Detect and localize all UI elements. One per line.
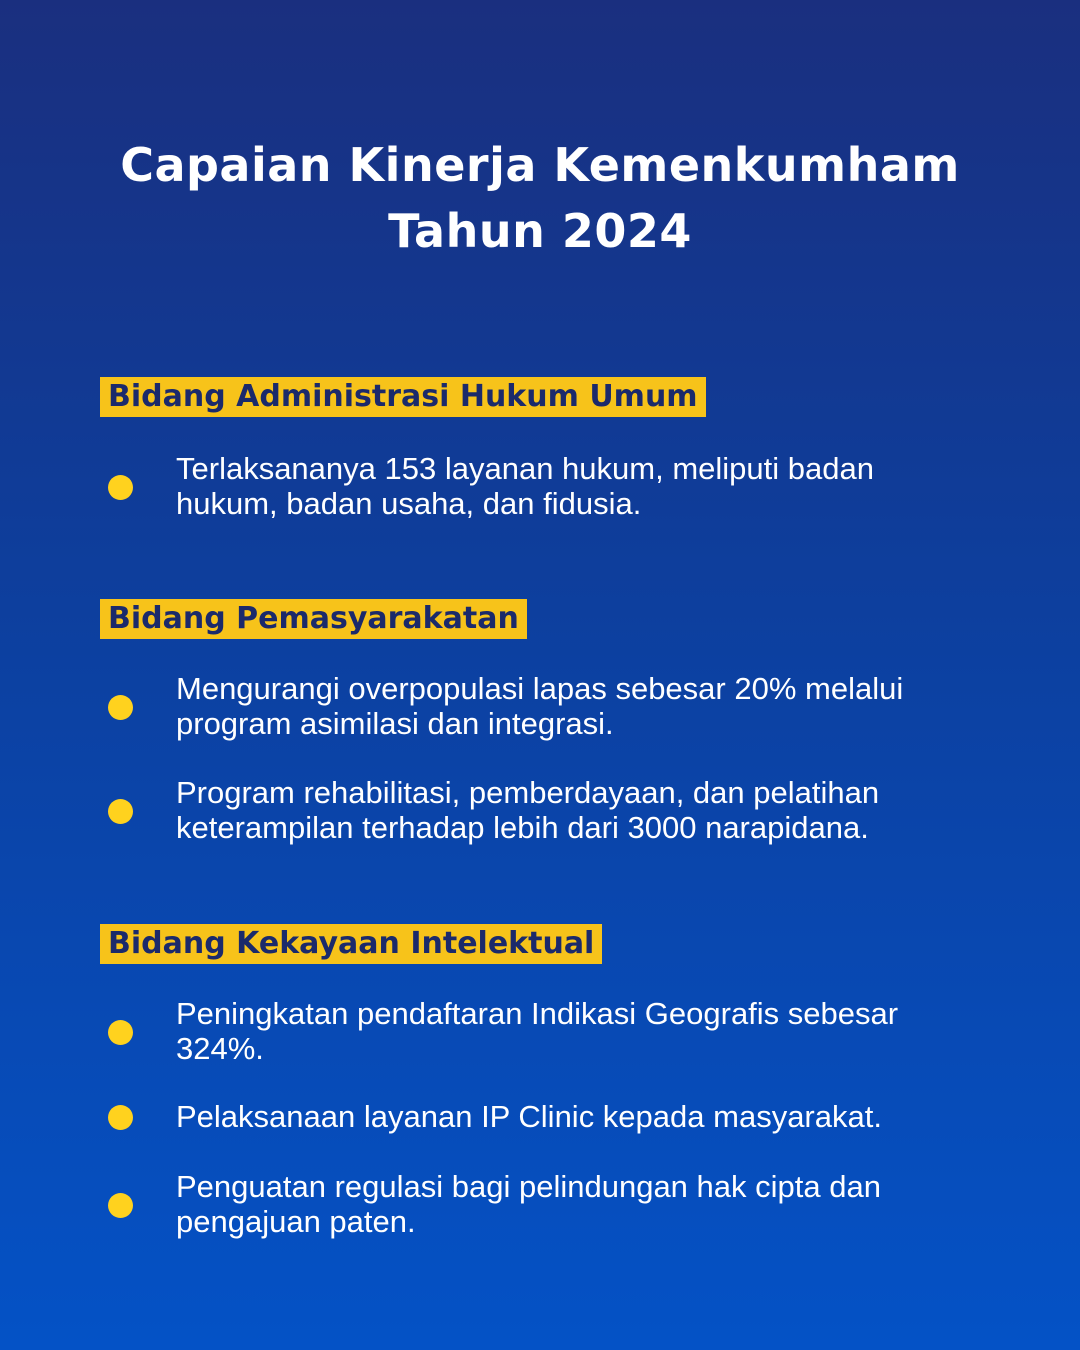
list-item xyxy=(108,1099,968,1135)
item-text: Peningkatan pendaftaran Indikasi Geografis sebesar 324%. xyxy=(176,996,899,1066)
item-text: Program rehabilitasi, pemberdayaan, dan pelatihan keterampilan terhadap lebih dari 3000 narapidana. xyxy=(176,775,880,845)
bullet-icon xyxy=(108,695,133,720)
item-text: Penguatan regulasi bagi pelindungan hak cipta dan pengajuan paten. xyxy=(176,1169,881,1239)
title-line-2: Tahun 2024 xyxy=(388,204,692,258)
list-item xyxy=(108,451,968,523)
item-text: Terlaksananya 153 layanan hukum, meliputi badan hukum, badan usaha, dan fidusia. xyxy=(176,451,874,521)
bullet-icon xyxy=(108,1193,133,1218)
bullet-icon xyxy=(108,799,133,824)
list-item xyxy=(108,996,968,1068)
section-label-administrasi-hukum-umum: Bidang Administrasi Hukum Umum xyxy=(100,377,706,417)
bullet-icon xyxy=(108,1105,133,1130)
item-text: Mengurangi overpopulasi lapas sebesar 20% melalui program asimilasi dan integrasi. xyxy=(176,671,904,741)
title-line-1: Capaian Kinerja Kemenkumham xyxy=(120,138,960,192)
page-title xyxy=(0,132,1080,264)
list-item xyxy=(108,775,968,847)
list-item xyxy=(108,671,968,743)
item-text: Pelaksanaan layanan IP Clinic kepada masyarakat. xyxy=(176,1099,882,1134)
bullet-icon xyxy=(108,1020,133,1045)
list-item xyxy=(108,1169,968,1241)
section-label-pemasyarakatan: Bidang Pemasyarakatan xyxy=(100,599,527,639)
section-label-kekayaan-intelektual: Bidang Kekayaan Intelektual xyxy=(100,924,602,964)
bullet-icon xyxy=(108,475,133,500)
